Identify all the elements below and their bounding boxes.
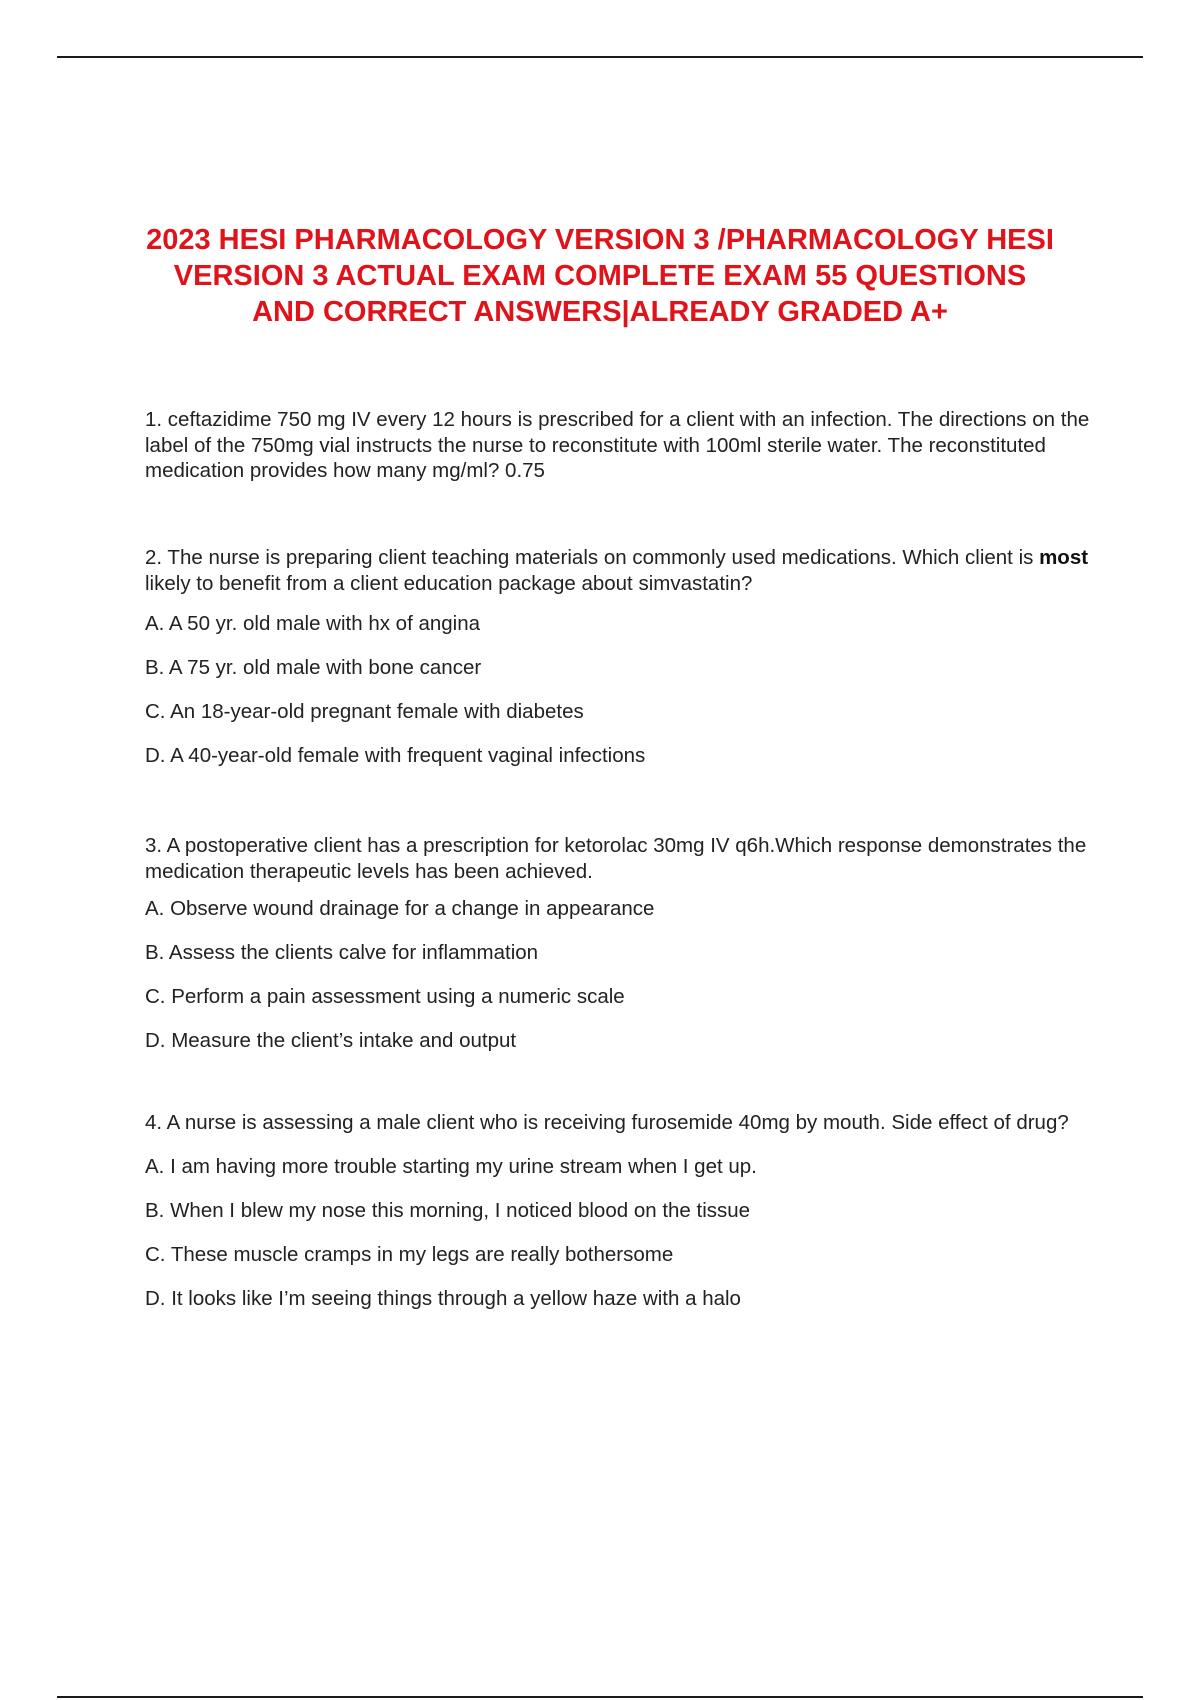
answer-option-c: C. An 18-year-old pregnant female with diabetes — [145, 700, 584, 723]
question-stem: 4. A nurse is assessing a male client who is receiving furosemide 40mg by mouth. Side effect of drug? — [145, 1111, 1069, 1134]
bottom-rule — [57, 1696, 1143, 1698]
answer-options — [145, 887, 1095, 1063]
document-title: 2023 HESI PHARMACOLOGY VERSION 3 /PHARMACOLOGY HESI VERSION 3 ACTUAL EXAM COMPLETE EXAM 55 QUESTIONS AND CORRECT ANSWERS|ALREADY GRADED A+ — [146, 224, 1054, 328]
question-stem: 1. ceftazidime 750 mg IV every 12 hours is prescribed for a client with an infection. The directions on the label of the 750mg vial instructs the nurse to reconstitute with 100ml sterile water. The reconstituted medication provides how many mg/ml? 0.75 — [145, 408, 1090, 482]
question-1 — [145, 407, 1095, 484]
question-stem — [145, 545, 1095, 596]
question-2 — [145, 545, 1095, 778]
answer-option-a: A. I am having more trouble starting my urine stream when I get up. — [145, 1155, 757, 1178]
answer-option-b: B. When I blew my nose this morning, I noticed blood on the tissue — [145, 1199, 751, 1222]
question-3 — [145, 833, 1095, 1063]
answer-option-b: B. A 75 yr. old male with bone cancer — [145, 656, 482, 679]
top-rule — [57, 56, 1143, 58]
answer-options — [145, 602, 1095, 778]
answer-option-d: D. It looks like I’m seeing things through a yellow haze with a halo — [145, 1287, 741, 1310]
question-stem: 3. A postoperative client has a prescription for ketorolac 30mg IV q6h.Which response demonstrates the medication therapeutic levels has been achieved. — [145, 834, 1087, 883]
answer-option-a: A. A 50 yr. old male with hx of angina — [145, 612, 481, 635]
answer-option-d: D. A 40-year-old female with frequent vaginal infections — [145, 744, 646, 767]
answer-option-c: C. Perform a pain assessment using a numeric scale — [145, 985, 625, 1008]
answer-option-d: D. Measure the client’s intake and output — [145, 1029, 517, 1052]
answer-option-b: B. Assess the clients calve for inflammation — [145, 941, 539, 964]
question-4 — [145, 1109, 1095, 1321]
answer-option-c: C. These muscle cramps in my legs are really bothersome — [145, 1243, 674, 1266]
emphasis-text: most — [1039, 546, 1089, 569]
answer-options — [145, 1145, 1095, 1321]
answer-option-a: A. Observe wound drainage for a change in appearance — [145, 897, 655, 920]
question-stem-text: likely to benefit from a client education package about simvastatin? — [145, 571, 753, 595]
question-stem-text: 2. The nurse is preparing client teaching materials on commonly used medications. Which client is — [145, 546, 1040, 569]
